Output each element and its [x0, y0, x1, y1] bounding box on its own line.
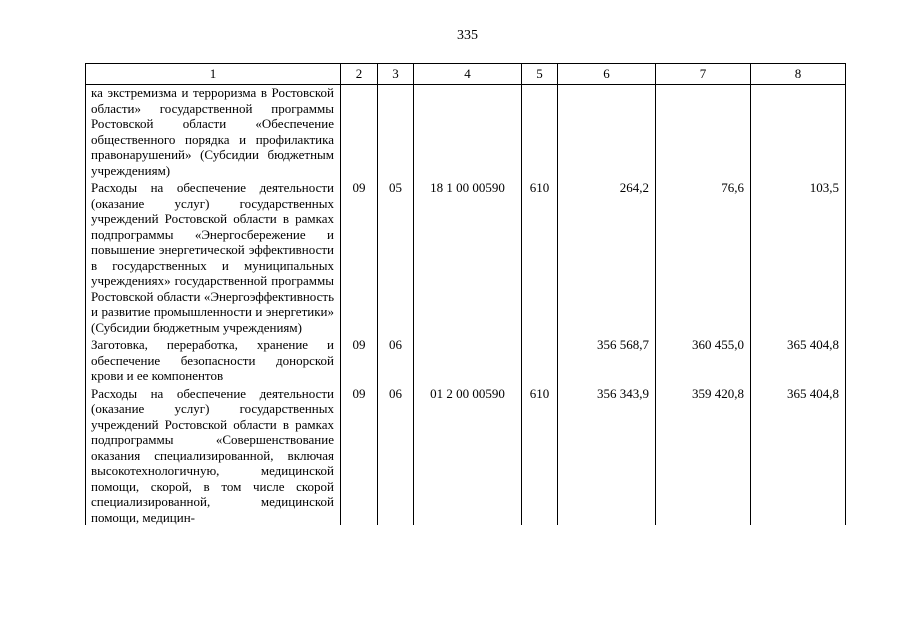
- row-amount-year-2: 360 455,0: [656, 335, 751, 384]
- page-number: 335: [457, 28, 478, 43]
- row-amount-year-2: [656, 85, 751, 179]
- column-header-amount-year-2: 7: [656, 64, 751, 85]
- row-subsection: 06: [378, 384, 414, 526]
- table-row: [86, 85, 846, 179]
- row-amount-year-3: [751, 85, 846, 179]
- header-row: [86, 64, 846, 85]
- row-section: 09: [341, 335, 378, 384]
- column-header-description: 1: [86, 64, 341, 85]
- row-section: 09: [341, 178, 378, 335]
- row-subsection: 05: [378, 178, 414, 335]
- table-row: [86, 384, 846, 526]
- column-header-amount-year-1: 6: [558, 64, 656, 85]
- row-section: [341, 85, 378, 179]
- row-description: Расходы на обеспечение деятельности (оказание услуг) государственных учреждений Ростовской области в рамках подпрограммы «Энергосбережение и повышение энергетической эффективности в государственных и муниципальных учреждениях» государственной программы Ростовской области «Энергоэффективность и развитие промышленности и энергетики» (Субсидии бюджетным учреждениям): [86, 178, 341, 335]
- row-target-article: 01 2 00 00590: [414, 384, 522, 526]
- row-amount-year-1: 356 343,9: [558, 384, 656, 526]
- row-amount-year-3: 103,5: [751, 178, 846, 335]
- row-section: 09: [341, 384, 378, 526]
- row-amount-year-3: 365 404,8: [751, 335, 846, 384]
- column-header-section: 2: [341, 64, 378, 85]
- row-amount-year-2: 76,6: [656, 178, 751, 335]
- budget-table: [85, 63, 846, 525]
- row-target-article: 18 1 00 00590: [414, 178, 522, 335]
- row-description: ка экстремизма и терроризма в Ростовской области» государственной программы Ростовской области «Обеспечение общественного порядка и профилактика правонарушений» (Субсидии бюджетным учреждениям): [86, 85, 341, 179]
- column-header-expense-type: 5: [522, 64, 558, 85]
- row-expense-type: 610: [522, 178, 558, 335]
- table-row: [86, 178, 846, 335]
- column-header-subsection: 3: [378, 64, 414, 85]
- row-expense-type: [522, 85, 558, 179]
- row-amount-year-1: [558, 85, 656, 179]
- row-amount-year-1: 264,2: [558, 178, 656, 335]
- row-expense-type: 610: [522, 384, 558, 526]
- table-row: [86, 335, 846, 384]
- row-amount-year-1: 356 568,7: [558, 335, 656, 384]
- row-subsection: [378, 85, 414, 179]
- row-description: Расходы на обеспечение деятельности (оказание услуг) государственных учреждений Ростовской области в рамках подпрограммы «Совершенствование оказания специализированной, включая высокотехнологичную, медицинской помощи, скорой, в том числе скорой специализированной, медицинской помощи, медицин-: [86, 384, 341, 526]
- row-subsection: 06: [378, 335, 414, 384]
- row-expense-type: [522, 335, 558, 384]
- column-header-amount-year-3: 8: [751, 64, 846, 85]
- row-target-article: [414, 335, 522, 384]
- row-amount-year-2: 359 420,8: [656, 384, 751, 526]
- row-description: Заготовка, переработка, хранение и обеспечение безопасности донорской крови и ее компонентов: [86, 335, 341, 384]
- row-amount-year-3: 365 404,8: [751, 384, 846, 526]
- row-target-article: [414, 85, 522, 179]
- column-header-target-article: 4: [414, 64, 522, 85]
